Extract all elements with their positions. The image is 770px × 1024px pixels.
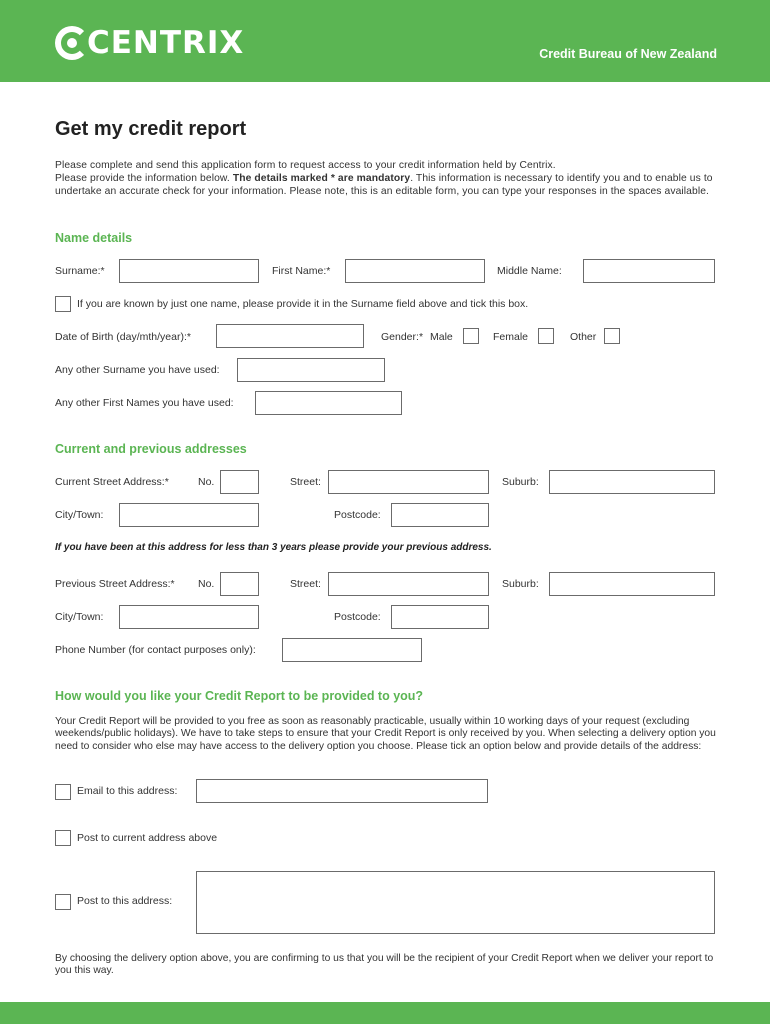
previous-suburb-label: Suburb: bbox=[502, 578, 539, 590]
previous-suburb-input[interactable] bbox=[549, 572, 715, 596]
other-checkbox[interactable] bbox=[604, 328, 620, 344]
previous-no-input[interactable] bbox=[220, 572, 259, 596]
middle-name-label: Middle Name: bbox=[497, 265, 562, 277]
centrix-logo-icon bbox=[55, 26, 89, 60]
logo-text: CENTRIX bbox=[87, 25, 245, 61]
previous-street-input[interactable] bbox=[328, 572, 489, 596]
post-current-checkbox[interactable] bbox=[55, 830, 71, 846]
email-label: Email to this address: bbox=[77, 785, 178, 797]
phone-label: Phone Number (for contact purposes only): bbox=[55, 644, 256, 656]
previous-postcode-input[interactable] bbox=[391, 605, 489, 629]
current-suburb-input[interactable] bbox=[549, 470, 715, 494]
delivery-paragraph: Your Credit Report will be provided to you free as soon as reasonably practicable, usually within 10 working days of your request (excluding weekends/public holidays). We have to take steps to ensure that your Credit Report is only received by you. When selecting a delivery option you need to consider who else may have access to the delivery option you choose. Please tick an option below and provide details of the address: bbox=[55, 716, 716, 752]
intro-line1: Please complete and send this application form to request access to your credit information held by Centrix. bbox=[55, 160, 556, 171]
current-suburb-label: Suburb: bbox=[502, 476, 539, 488]
current-city-label: City/Town: bbox=[55, 509, 104, 521]
gender-label: Gender:* bbox=[381, 331, 424, 343]
post-current-label: Post to current address above bbox=[77, 832, 218, 844]
other-first-names-input[interactable] bbox=[255, 391, 402, 415]
middle-name-input[interactable] bbox=[583, 259, 715, 283]
male-checkbox[interactable] bbox=[463, 328, 479, 344]
intro-line2-pre: Please provide the information below. bbox=[55, 172, 233, 184]
intro-line2-post: . This information is necessary to identify you and to enable us to undertake an accurate check for your information. Please note, this is an editable form, you can type your responses in the spaces available. bbox=[55, 172, 713, 197]
female-checkbox[interactable] bbox=[538, 328, 554, 344]
current-no-label: No. bbox=[198, 476, 215, 488]
footer-bar bbox=[0, 1002, 770, 1024]
section-addresses: Current and previous addresses bbox=[55, 442, 247, 456]
previous-no-label: No. bbox=[198, 578, 215, 590]
previous-address-note: If you have been at this address for less than 3 years please provide your previous address. bbox=[55, 542, 492, 553]
phone-input[interactable] bbox=[282, 638, 422, 662]
intro-line2 bbox=[55, 173, 720, 199]
intro-text bbox=[55, 160, 720, 198]
centrix-logo bbox=[55, 26, 244, 60]
other-label: Other bbox=[570, 331, 597, 343]
first-name-label: First Name:* bbox=[272, 265, 331, 277]
post-address-label: Post to this address: bbox=[77, 895, 173, 907]
page-title: Get my credit report bbox=[55, 118, 247, 140]
dob-label: Date of Birth (day/mth/year):* bbox=[55, 331, 191, 343]
female-label: Female bbox=[493, 331, 529, 343]
dob-input[interactable] bbox=[216, 324, 364, 348]
delivery-confirmation: By choosing the delivery option above, you are confirming to us that you will be the recipient of your Credit Report when we deliver your report to you this way. bbox=[55, 953, 714, 977]
other-surname-label: Any other Surname you have used: bbox=[55, 364, 220, 376]
previous-city-input[interactable] bbox=[119, 605, 259, 629]
current-street-label: Street: bbox=[290, 476, 321, 488]
current-address-label: Current Street Address:* bbox=[55, 476, 169, 488]
other-surname-input[interactable] bbox=[237, 358, 385, 382]
current-city-input[interactable] bbox=[119, 503, 259, 527]
post-address-input[interactable] bbox=[196, 871, 715, 934]
email-input[interactable] bbox=[196, 779, 488, 803]
one-name-checkbox[interactable] bbox=[55, 296, 71, 312]
current-no-input[interactable] bbox=[220, 470, 259, 494]
previous-street-label: Street: bbox=[290, 578, 321, 590]
mandatory-note: The details marked * are mandatory bbox=[232, 172, 411, 184]
previous-address-label: Previous Street Address:* bbox=[55, 578, 175, 590]
previous-postcode-label: Postcode: bbox=[334, 611, 381, 623]
post-address-checkbox[interactable] bbox=[55, 894, 71, 910]
one-name-label: If you are known by just one name, please provide it in the Surname field above and tick this box. bbox=[77, 298, 529, 310]
surname-input[interactable] bbox=[119, 259, 259, 283]
email-checkbox[interactable] bbox=[55, 784, 71, 800]
surname-label: Surname:* bbox=[55, 265, 105, 277]
male-label: Male bbox=[430, 331, 453, 343]
current-street-input[interactable] bbox=[328, 470, 489, 494]
section-delivery: How would you like your Credit Report to be provided to you? bbox=[55, 689, 424, 703]
other-first-names-label: Any other First Names you have used: bbox=[55, 397, 234, 409]
current-postcode-input[interactable] bbox=[391, 503, 489, 527]
first-name-input[interactable] bbox=[345, 259, 485, 283]
tagline: Credit Bureau of New Zealand bbox=[539, 47, 717, 61]
current-postcode-label: Postcode: bbox=[334, 509, 381, 521]
section-name-details: Name details bbox=[55, 231, 133, 245]
previous-city-label: City/Town: bbox=[55, 611, 104, 623]
